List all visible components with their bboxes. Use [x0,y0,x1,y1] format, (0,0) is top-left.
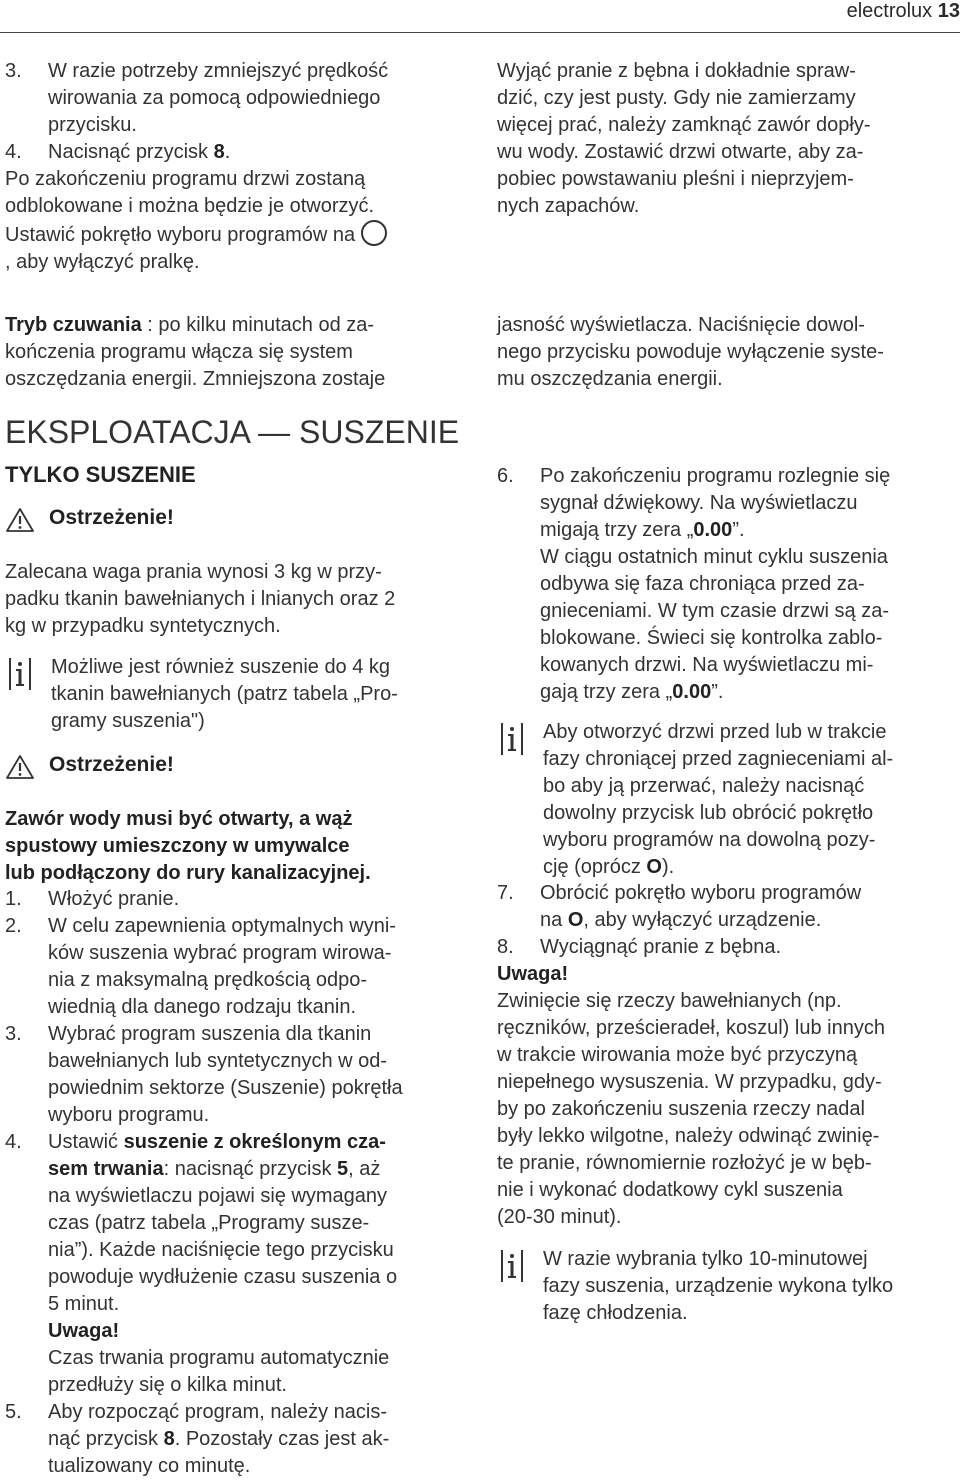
right-top-paragraph: Wyjąć pranie z bębna i dokładnie spraw- dzić, czy jest pusty. Gdy nie zamierzamy więcej prać, należy zamknąć zawór dopły- wu wody. Zostawić drzwi otwarte, aby za- pobiec powstawaniu pleśni i nieprzyjem- nych zapachów. [497,60,871,217]
step-3-drying: 3. Wybrać program suszenia dla tkanin [5,1023,372,1045]
info-note-3: W razie wybrania tylko 10-minutowej fazy suszenia, urządzenie wykona tylko fazę chłodzenia. [543,1248,894,1324]
warning-triangle-icon [5,507,35,533]
left-top-steps: 3. W razie potrzeby zmniejszyć prędkość wirowania za pomocą odpowiedniego przycisku. 4. Nacisnąć przycisk 8. Po zakończeniu programu drzwi zostaną odblokowane i można będzie je otworzyć. Ustawić pokrętło wyboru programów na , aby wyłączyć pralkę. [5,58,465,276]
section-title: EKSPLOATACJA — SUSZENIE [5,414,460,450]
step-5: 5. Aby rozpocząć program, należy nacis- [5,1401,388,1423]
page-number: 13 [937,0,960,22]
standby-label: Tryb czuwania [5,314,142,336]
right-standby-paragraph: jasność wyświetlacza. Naciśnięcie dowol- nego przycisku powoduje wyłączenie syste- mu oszczędzania energii. [497,314,884,390]
step-8: 8. Wyciągnąć pranie z bębna. [497,936,782,958]
warning-heading-2: Ostrzeżenie! [5,752,305,782]
weight-paragraph: Zalecana waga prania wynosi 3 kg w przy- padku tkanin bawełnianych i lnianych oraz 2 kg w przypadku syntetycznych. [5,561,396,637]
right-steps-list: 7. Obrócić pokrętło wyboru programów na O, aby wyłączyć urządzenie. 8. Wyciągnąć pranie z bębna. Uwaga! Zwinięcie się rzeczy bawełnianych (np. ręczników, prześcieradeł, koszul) lub innych w trakcie wirowania może być przyczyną niepełnego wysuszenia. W przypadku, gdy- by po zakończeniu suszenia rzeczy nadal były lekko wilgotne, należy odwinąć zwinię- te pranie, równomiernie rozłożyć je w bęb- nie i wykonać dodatkowy cykl suszenia (20-30 minut). [497,880,957,1231]
step-4: 4. Nacisnąć przycisk 8. [5,141,231,163]
step-2: 2. W celu zapewnienia optymalnych wyni- [5,915,396,937]
step-7: 7. Obrócić pokrętło wyboru programów [497,882,862,904]
info-icon [499,721,525,757]
note-label: Uwaga! [497,963,569,985]
water-valve-warning: Zawór wody musi być otwarty, a wąż spustowy umieszczony w umywalce lub podłączony do rury kanalizacyjnej. [5,808,371,884]
page-header [847,0,960,22]
warning-heading-1: Ostrzeżenie! [5,505,305,535]
brand-name: electrolux [846,0,933,22]
step-6: 6. Po zakończeniu programu rozlegnie się sygnał dźwiękowy. Na wyświetlaczu migają trzy zera „0.00”. W ciągu ostatnich minut cyklu suszenia odbywa się faza chroniąca przed za- gnieceniami. W tym czasie drzwi są za- blokowane. Świeci się kontrolka zablo- kowanych drzwi. Na wyświetlaczu mi- gają trzy zera „0.00”. [497,465,891,703]
standby-paragraph: Tryb czuwania : po kilku minutach od za- kończenia programu włącza się system oszczędzania energii. Zmniejszona zostaje [5,314,386,390]
subsection-title: TYLKO SUSZENIE [5,462,196,487]
step-1: 1. Włożyć pranie. [5,888,180,910]
info-note-2: Aby otworzyć drzwi przed lub w trakcie fazy chroniącej przed zagnieceniami al- bo aby ją przerwać, należy nacisnąć dowolny przycisk lub obrócić pokrętło wyboru programów na dowolną pozy- cję (oprócz O). [543,721,894,878]
info-icon [499,1248,525,1284]
step-3: 3. W razie potrzeby zmniejszyć prędkość [5,60,389,82]
step-4-drying: 4. Ustawić suszenie z określonym cza- [5,1131,386,1153]
left-steps-list: 1. Włożyć pranie. 2. W celu zapewnienia optymalnych wyni- ków suszenia wybrać program wirowa- nia z maksymalną prędkością odpo- wiednią dla danego rodzaju tkanin. 3. Wybrać program suszenia dla tkanin bawełnianych lub syntetycznych w od- powiednim sektorze (Suszenie) pokrętła wyboru programu. 4. Ustawić suszenie z określonym cza- sem trwania: nacisnąć przycisk 5, aż na wyświetlaczu pojawi się wymagany czas (patrz tabela „Programy susze- nia”). Każde naciśnięcie tego przycisku powoduje wydłużenie czasu suszenia o 5 minut. Uwaga! Czas trwania programu automatycznie przedłuży się o kilka minut. 5. Aby rozpocząć program, należy nacis- nąć przycisk 8. Pozostały czas jest ak- tualizowany co minutę. [5,886,470,1480]
warning-triangle-icon [5,754,35,780]
step-4-note-label: Uwaga! [48,1320,120,1342]
header-rule [0,32,960,33]
info-note-1: Możliwe jest również suszenie do 4 kg tkanin bawełnianych (patrz tabela „Pro- gramy suszenia") [51,656,398,732]
info-icon [7,656,33,692]
off-circle-icon [361,220,387,246]
